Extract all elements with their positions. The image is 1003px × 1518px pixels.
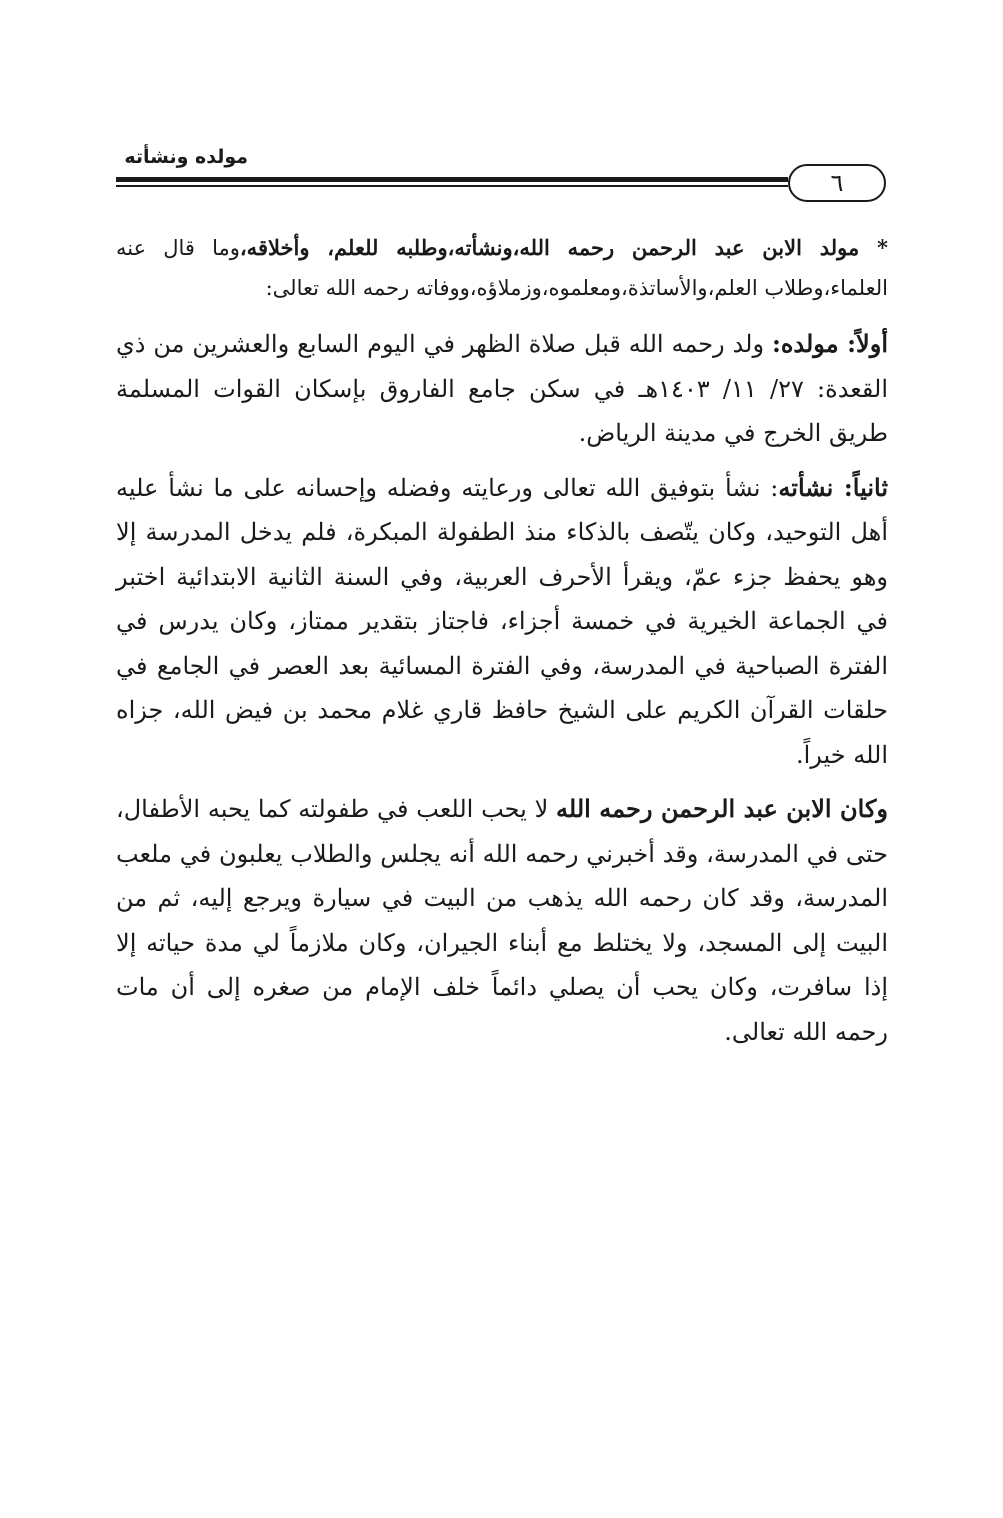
running-header-title: مولده ونشأته (124, 146, 248, 168)
intro-rest: وما قال عنه العلماء،وطلاب العلم،والأساتذة،ومعلموه،وزملاؤه،ووفاته رحمه الله تعالى: (116, 236, 888, 300)
page-number-badge (788, 164, 886, 202)
paragraph-birth-heading: أولاً: مولده: (771, 329, 888, 358)
paragraph-upbringing-text: : نشأ بتوفيق الله تعالى ورعايته وفضله وإحسانه على ما نشأ عليه أهل التوحيد، وكان يتّصف بالذكاء منذ الطفولة المبكرة، فلم يدخل المدرسة إلا وهو يحفظ جزء عمّ، ويقرأ الأحرف العربية، وفي السنة الثانية الابتدائية اختبر في الجماعة الخيرية في خمسة أجزاء، فاجتاز بتقدير ممتاز، وكان يدرس في الفترة الصباحية في المدرسة، وفي الفترة المسائية بعد العصر في الجامع في حلقات القرآن الكريم على الشيخ حافظ قاري غلام محمد بن فيض الله، جزاه الله خيراً. (116, 473, 888, 769)
paragraph-upbringing (116, 466, 888, 778)
paragraph-birth-text: ولد رحمه الله قبل صلاة الظهر في اليوم السابع والعشرين من ذي القعدة: ٢٧/ ١١/ ١٤٠٣هـ في سكن جامع الفاروق بإسكان القوات المسلمة طريق الخرج في مدينة الرياض. (116, 330, 888, 447)
page-number: ٦ (830, 169, 844, 197)
paragraph-character-text: لا يحب اللعب في طفولته كما يحبه الأطفال، حتى في المدرسة، وقد أخبرني رحمه الله أنه يجلس والطلاب يعلبون في ملعب المدرسة، وقد كان رحمه الله يذهب من البيت في سيارة ويرجع إليه، ثم من البيت إلى المسجد، ولا يختلط مع أبناء الجيران، وكان ملازماً لي مدة حياته إلا إذا سافرت، وكان يحب أن يصلي دائماً خلف الإمام من صغره إلى أن مات رحمه الله تعالى. (116, 795, 889, 1046)
paragraph-character-heading: وكان الابن عبد الرحمن رحمه الله (556, 794, 888, 823)
paragraph-character (116, 787, 888, 1054)
intro-paragraph (116, 228, 888, 308)
intro-lead: * مولد الابن عبد الرحمن رحمه الله،ونشأته،وطلبه للعلم، وأخلاقه، (239, 235, 888, 260)
paragraph-upbringing-heading: ثانياً: نشأته (778, 472, 888, 502)
paragraph-birth (116, 322, 888, 456)
header-rule-thick (116, 177, 788, 182)
body-text (116, 228, 888, 1054)
header-rule-thin (116, 185, 788, 187)
running-header (116, 142, 888, 212)
